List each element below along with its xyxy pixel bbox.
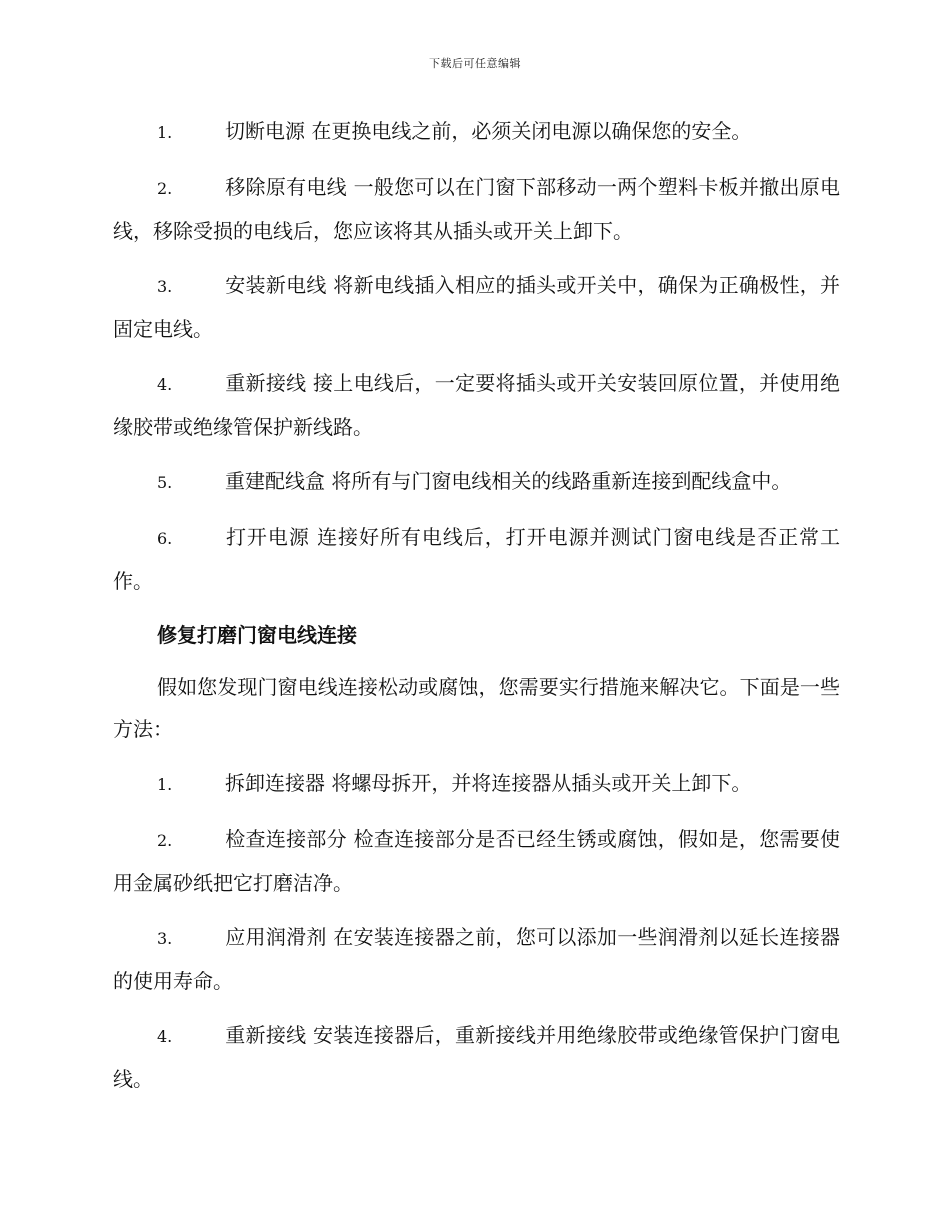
- list-number: 4.: [157, 375, 173, 394]
- list-item: [113, 818, 840, 904]
- list-item: [113, 362, 840, 448]
- intro-paragraph: 假如您发现门窗电线连接松动或腐蚀，您需要实行措施来解决它。下面是一些方法：: [113, 675, 840, 741]
- list-number: 5.: [157, 473, 173, 492]
- section-heading: 修复打磨门窗电线连接: [157, 623, 357, 647]
- list-text: 重新接线 接上电线后，一定要将插头或开关安装回原位置，并使用绝缘胶带或绝缘管保护新线路。: [113, 371, 840, 439]
- list-item: [113, 166, 840, 252]
- list-number: 1.: [157, 775, 173, 794]
- list-item: [113, 1014, 840, 1100]
- list-text: 检查连接部分 检查连接部分是否已经生锈或腐蚀，假如是，您需要使用金属砂纸把它打磨洁净。: [113, 827, 840, 895]
- page-header: 下载后可任意编辑: [429, 57, 521, 70]
- list-text: 重新接线 安装连接器后，重新接线并用绝缘胶带或绝缘管保护门窗电线。: [113, 1023, 840, 1091]
- list-text: 打开电源 连接好所有电线后，打开电源并测试门窗电线是否正常工作。: [113, 525, 840, 593]
- list-item: [113, 916, 840, 1002]
- list-text: 移除原有电线 一般您可以在门窗下部移动一两个塑料卡板并撤出原电线，移除受损的电线后，您应该将其从插头或开关上卸下。: [113, 175, 840, 243]
- list-item: [113, 110, 840, 154]
- document-body: [113, 110, 840, 1112]
- list-item: [113, 762, 840, 806]
- list-text: 切断电源 在更换电线之前，必须关闭电源以确保您的安全。: [225, 119, 752, 143]
- list-item: [113, 264, 840, 350]
- list-number: 2.: [157, 831, 173, 850]
- list-number: 1.: [157, 123, 173, 142]
- list-item: [113, 460, 840, 504]
- list-text: 重建配线盒 将所有与门窗电线相关的线路重新连接到配线盒中。: [225, 469, 792, 493]
- list-number: 4.: [157, 1027, 173, 1046]
- list-text: 拆卸连接器 将螺母拆开，并将连接器从插头或开关上卸下。: [225, 771, 752, 795]
- list-item: [113, 516, 840, 602]
- list-number: 2.: [157, 179, 173, 198]
- list-text: 安装新电线 将新电线插入相应的插头或开关中，确保为正确极性，并固定电线。: [113, 273, 840, 341]
- list-number: 3.: [157, 929, 173, 948]
- list-number: 3.: [157, 277, 173, 296]
- list-number: 6.: [157, 529, 173, 548]
- list-text: 应用润滑剂 在安装连接器之前，您可以添加一些润滑剂以延长连接器的使用寿命。: [113, 925, 840, 993]
